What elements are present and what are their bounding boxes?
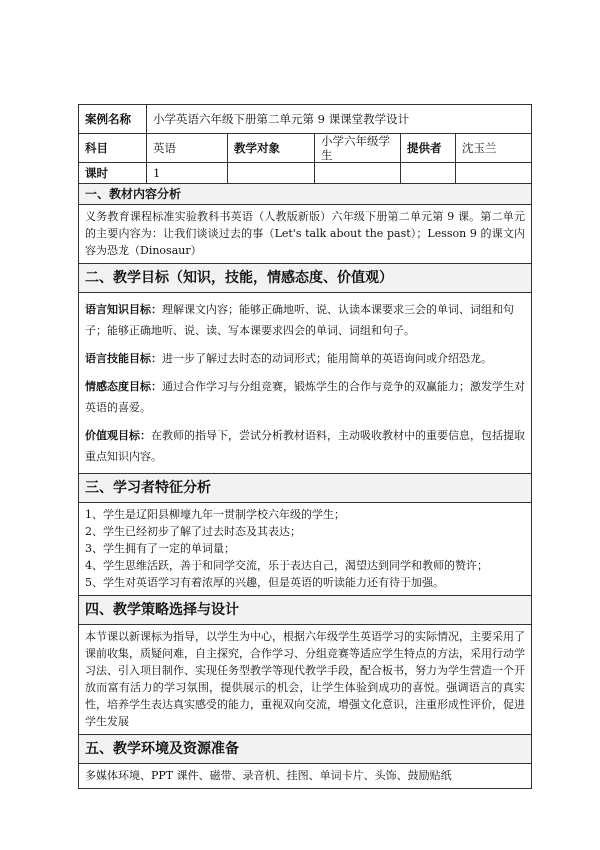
case-name-value: 小学英语六年级下册第二单元第 9 课课堂教学设计 xyxy=(147,105,532,134)
list-item: 4、学生思维活跃，善于和同学交流，乐于表达自己，渴望达到同学和教师的赞许； xyxy=(85,559,488,572)
section-4-text: 本节课以新课标为指导，以学生为中心，根据六年级学生英语学习的实际情况，主要采用了课前收集，质疑问难，自主探究，合作学习、分组竞赛等适应学生特点的方法，采用行动学习法、引入项目制作、实现任务型教学等现代教学手段，配合板书，努力为学生营造一个开放而富有活力的学习氛围，提供展示的机会，让学生体验到成功的喜悦。强调语言的真实性，培养学生表达真实感受的能力，重视双向交流，增强文化意识，注重形成性评价，促进学生发展 xyxy=(85,630,525,728)
section-3-body-row xyxy=(79,503,532,596)
section-1-heading: 一、教材内容分析 xyxy=(79,184,532,205)
section-5-body-row xyxy=(79,764,532,789)
section-1-body xyxy=(79,205,532,264)
case-name-label: 案例名称 xyxy=(79,105,147,134)
list-item: 2、学生已经初步了解了过去时态及其表达； xyxy=(85,525,301,538)
goal-text: 进一步了解过去时态的动词形式；能用简单的英语询问或介绍恐龙。 xyxy=(162,352,492,365)
lesson-plan-table xyxy=(78,104,532,789)
section-5-heading: 五、教学环境及资源准备 xyxy=(79,735,532,764)
goal-values xyxy=(85,425,525,467)
section-4-header-row xyxy=(79,596,532,625)
hours-label: 课时 xyxy=(79,163,147,184)
goal-text: 在教师的指导下，尝试分析教材语料，主动吸收教材中的重要信息，包括提取重点知识内容。 xyxy=(85,429,525,463)
list-item: 3、学生拥有了一定的单词量； xyxy=(85,542,235,555)
audience-label: 教学对象 xyxy=(228,134,315,163)
section-2-heading: 二、教学目标（知识，技能，情感态度、价值观） xyxy=(79,264,532,293)
section-2-header-row xyxy=(79,264,532,293)
hours-row xyxy=(79,163,532,184)
section-3-body xyxy=(79,503,532,596)
section-5-header-row xyxy=(79,735,532,764)
section-1-text: 义务教育课程标准实验教科书英语（人教版新版）六年级下册第二单元第 9 课。第二单元的主要内容为：让我们谈谈过去的事（Let's talk about the past）；Lesson 9 的课文内容为恐龙（Dinosaur） xyxy=(85,210,525,257)
section-1-header-row xyxy=(79,184,532,205)
subject-row xyxy=(79,134,532,163)
section-5-text: 多媒体环境、PPT 课件、磁带、录音机、挂图、单词卡片、头饰、鼓励贴纸 xyxy=(85,769,452,782)
goal-skill xyxy=(85,348,525,369)
hours-value: 1 xyxy=(147,163,228,184)
section-2-body-row xyxy=(79,293,532,474)
subject-value: 英语 xyxy=(147,134,228,163)
section-4-heading: 四、教学策略选择与设计 xyxy=(79,596,532,625)
empty-cell xyxy=(315,163,401,184)
audience-value: 小学六年级学生 xyxy=(315,134,401,163)
goal-text: 理解课文内容；能够正确地听、说、认读本课要求三会的单词、词组和句子；能够正确地听、说、读、写本课要求四会的单词、词组和句子。 xyxy=(85,303,514,337)
empty-cell xyxy=(456,163,532,184)
goal-label: 价值观目标： xyxy=(85,429,151,442)
section-4-body xyxy=(79,625,532,735)
empty-cell xyxy=(401,163,456,184)
provider-value: 沈玉兰 xyxy=(456,134,532,163)
section-3-header-row xyxy=(79,474,532,503)
section-5-body xyxy=(79,764,532,789)
section-1-body-row xyxy=(79,205,532,264)
provider-label: 提供者 xyxy=(401,134,456,163)
empty-cell xyxy=(228,163,315,184)
goal-label: 语言知识目标： xyxy=(85,303,162,316)
case-name-row xyxy=(79,105,532,134)
section-3-heading: 三、学习者特征分析 xyxy=(79,474,532,503)
goal-emotion xyxy=(85,376,525,418)
list-item: 1、学生是辽阳县柳壕九年一贯制学校六年级的学生； xyxy=(85,508,345,521)
goal-knowledge xyxy=(85,299,525,341)
subject-label: 科目 xyxy=(79,134,147,163)
section-4-body-row xyxy=(79,625,532,735)
goal-label: 情感态度目标： xyxy=(85,380,162,393)
section-2-body xyxy=(79,293,532,474)
list-item: 5、学生对英语学习有着浓厚的兴趣，但是英语的听读能力还有待于加强。 xyxy=(85,576,444,589)
goal-text: 通过合作学习与分组竞赛，锻炼学生的合作与竞争的双赢能力；激发学生对英语的喜爱。 xyxy=(85,380,525,414)
goal-label: 语言技能目标： xyxy=(85,352,162,365)
